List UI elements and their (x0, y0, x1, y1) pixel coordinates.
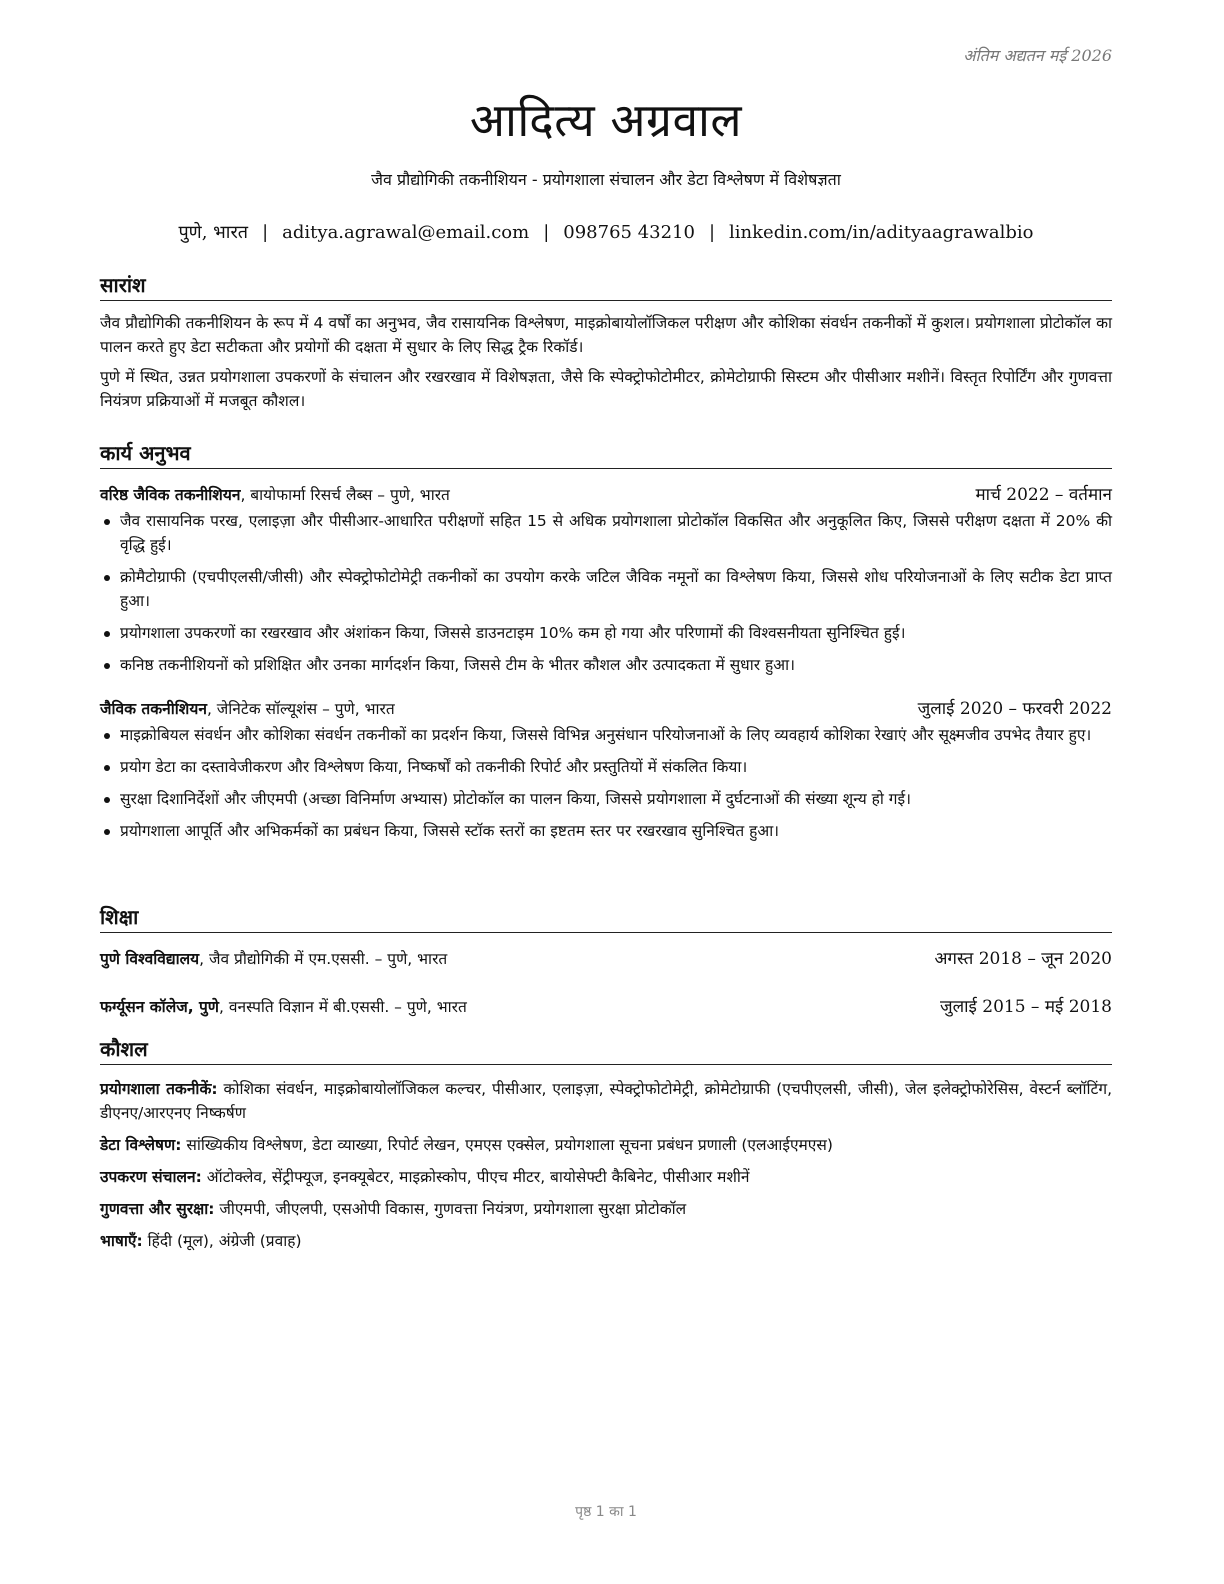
contact-location: पुणे, भारत (178, 222, 249, 243)
experience-section (100, 440, 1112, 851)
job-bullets (100, 509, 1112, 677)
education-line (100, 947, 447, 971)
contact-separator: | (262, 222, 269, 243)
job-bullet: जैव रासायनिक परख, एलाइज़ा और पीसीआर-आधारित परीक्षणों सहित 15 से अधिक प्रयोगशाला प्रोटोकॉल विकसित और अनुकूलित किए, जिससे परीक्षण दक्षता में 20% की वृद्धि हुई। (100, 509, 1112, 557)
contact-linkedin[interactable]: linkedin.com/in/adityaagrawalbio (729, 222, 1034, 243)
skill-row (100, 1077, 1112, 1125)
tagline: जैव प्रौद्योगिकी तकनीशियन - प्रयोगशाला संचालन और डेटा विश्लेषण में विशेषज्ञता (371, 170, 841, 189)
skill-value: सांख्यिकीय विश्लेषण, डेटा व्याख्या, रिपोर्ट लेखन, एमएस एक्सेल, प्रयोगशाला सूचना प्रबंधन प्रणाली (एलआईएमएस) (181, 1136, 833, 1154)
section-title-skills: कौशल (100, 1036, 1112, 1065)
candidate-name: आदित्य अग्रवाल (469, 93, 743, 147)
job-date: मार्च 2022 – वर्तमान (975, 485, 1112, 505)
skill-label: गुणवत्ता और सुरक्षा: (100, 1200, 215, 1218)
page-number: पृष्ठ 1 का 1 (575, 1504, 637, 1520)
education-school: फर्ग्यूसन कॉलेज, पुणे (100, 998, 219, 1016)
summary-section (100, 272, 1112, 413)
job-org: , जेनिटेक सॉल्यूशंस – पुणे, भारत (206, 700, 395, 718)
education-detail: , जैव प्रौद्योगिकी में एम.एससी. – पुणे, भारत (199, 950, 448, 968)
last-updated: अंतिम अद्यतन मई 2026 (963, 46, 1112, 65)
skill-label: डेटा विश्लेषण: (100, 1136, 182, 1154)
skill-row (100, 1133, 1112, 1157)
contact-separator: | (708, 222, 716, 243)
skill-label: भाषाएँ: (100, 1232, 143, 1250)
skill-value: जीएमपी, जीएलपी, एसओपी विकास, गुणवत्ता नियंत्रण, प्रयोगशाला सुरक्षा प्रोटोकॉल (214, 1200, 687, 1218)
education-date: जुलाई 2015 – मई 2018 (939, 997, 1112, 1017)
job-bullet: क्रोमैटोग्राफी (एचपीएलसी/जीसी) और स्पेक्ट्रोफोटोमेट्री तकनीकों का उपयोग करके जटिल जैविक नमूनों का विश्लेषण किया, जिससे शोध परियोजनाओं के लिए सटीक डेटा प्राप्त हुआ। (100, 565, 1112, 613)
skill-row (100, 1165, 1112, 1189)
job-role: जैविक तकनीशियन (100, 700, 207, 718)
job-bullet: प्रयोगशाला उपकरणों का रखरखाव और अंशांकन किया, जिससे डाउनटाइम 10% कम हो गया और परिणामों की विश्वसनीयता सुनिश्चित हुई। (100, 621, 1112, 645)
skill-value: कोशिका संवर्धन, माइक्रोबायोलॉजिकल कल्चर, पीसीआर, एलाइज़ा, स्पेक्ट्रोफोटोमेट्री, क्रोमेटोग्राफी (एचपीएलसी, जीसी), जेल इलेक्ट्रोफोरेसिस, वेस्टर्न ब्लॉटिंग, डीएनए/आरएनए निष्कर्षण (100, 1080, 1113, 1122)
education-entry (100, 947, 1112, 971)
job-header (100, 697, 1112, 721)
summary-paragraph: जैव प्रौद्योगिकी तकनीशियन के रूप में 4 वर्षों का अनुभव, जैव रासायनिक विश्लेषण, माइक्रोबायोलॉजिकल परीक्षण और कोशिका संवर्धन तकनीकों में कुशल। प्रयोगशाला प्रोटोकॉल का पालन करते हुए डेटा सटीकता और प्रयोगों की दक्षता में सुधार के लिए सिद्ध ट्रैक रिकॉर्ड। (100, 314, 1112, 356)
education-section (100, 904, 1112, 1019)
skill-label: प्रयोगशाला तकनीकें: (100, 1080, 218, 1098)
education-line (100, 995, 467, 1019)
section-title-summary: सारांश (100, 272, 1112, 301)
skill-value: ऑटोक्लेव, सेंट्रीफ्यूज, इनक्यूबेटर, माइक्रोस्कोप, पीएच मीटर, बायोसेफ्टी कैबिनेट, पीसीआर मशीनें (201, 1168, 750, 1186)
job-bullets (100, 723, 1112, 843)
contact-separator: | (543, 222, 550, 243)
education-entry (100, 995, 1112, 1019)
skill-label: उपकरण संचालन: (100, 1168, 202, 1186)
education-date: अगस्त 2018 – जून 2020 (934, 949, 1112, 969)
job-title-line (100, 483, 450, 507)
job-bullet: प्रयोगशाला आपूर्ति और अभिकर्मकों का प्रबंधन किया, जिससे स्टॉक स्तरों का इष्टतम स्तर पर रखरखाव सुनिश्चित हुआ। (100, 819, 1112, 843)
skill-row (100, 1229, 1112, 1253)
job-entry (100, 697, 1112, 843)
resume-page (100, 0, 1112, 1584)
skills-section (100, 1036, 1112, 1253)
education-school: पुणे विश्वविद्यालय (100, 950, 200, 968)
job-bullet: प्रयोग डेटा का दस्तावेजीकरण और विश्लेषण किया, निष्कर्षों को तकनीकी रिपोर्ट और प्रस्तुतियों में संकलित किया। (100, 755, 1112, 779)
contact-email[interactable]: aditya.agrawal@email.com (282, 222, 530, 243)
job-header (100, 483, 1112, 507)
summary-paragraph: पुणे में स्थित, उन्नत प्रयोगशाला उपकरणों के संचालन और रखरखाव में विशेषज्ञता, जैसे कि स्पेक्ट्रोफोटोमीटर, क्रोमेटोग्राफी सिस्टम और पीसीआर मशीनें। विस्तृत रिपोर्टिंग और गुणवत्ता नियंत्रण प्रक्रियाओं में मजबूत कौशल। (100, 368, 1112, 410)
skill-row (100, 1197, 1112, 1221)
section-title-experience: कार्य अनुभव (100, 440, 1112, 469)
education-detail: , वनस्पति विज्ञान में बी.एससी. – पुणे, भारत (219, 998, 467, 1016)
contact-phone[interactable]: 098765 43210 (563, 222, 695, 243)
job-title-line (100, 697, 395, 721)
job-entry (100, 483, 1112, 677)
job-bullet: माइक्रोबियल संवर्धन और कोशिका संवर्धन तकनीकों का प्रदर्शन किया, जिससे विभिन्न अनुसंधान परियोजनाओं के लिए व्यवहार्य कोशिका रेखाएं और सूक्ष्मजीव उपभेद तैयार हुए। (100, 723, 1112, 747)
contact-line (100, 220, 1112, 244)
job-bullet: कनिष्ठ तकनीशियनों को प्रशिक्षित और उनका मार्गदर्शन किया, जिससे टीम के भीतर कौशल और उत्पादकता में सुधार हुआ। (100, 653, 1112, 677)
skill-value: हिंदी (मूल), अंग्रेजी (प्रवाह) (142, 1232, 302, 1250)
job-bullet: सुरक्षा दिशानिर्देशों और जीएमपी (अच्छा विनिर्माण अभ्यास) प्रोटोकॉल का पालन किया, जिससे प्रयोगशाला में दुर्घटनाओं की संख्या शून्य हो गई। (100, 787, 1112, 811)
job-date: जुलाई 2020 – फरवरी 2022 (917, 699, 1112, 719)
job-role: वरिष्ठ जैविक तकनीशियन (100, 486, 241, 504)
job-org: , बायोफार्मा रिसर्च लैब्स – पुणे, भारत (240, 486, 450, 504)
section-title-education: शिक्षा (100, 904, 1112, 933)
